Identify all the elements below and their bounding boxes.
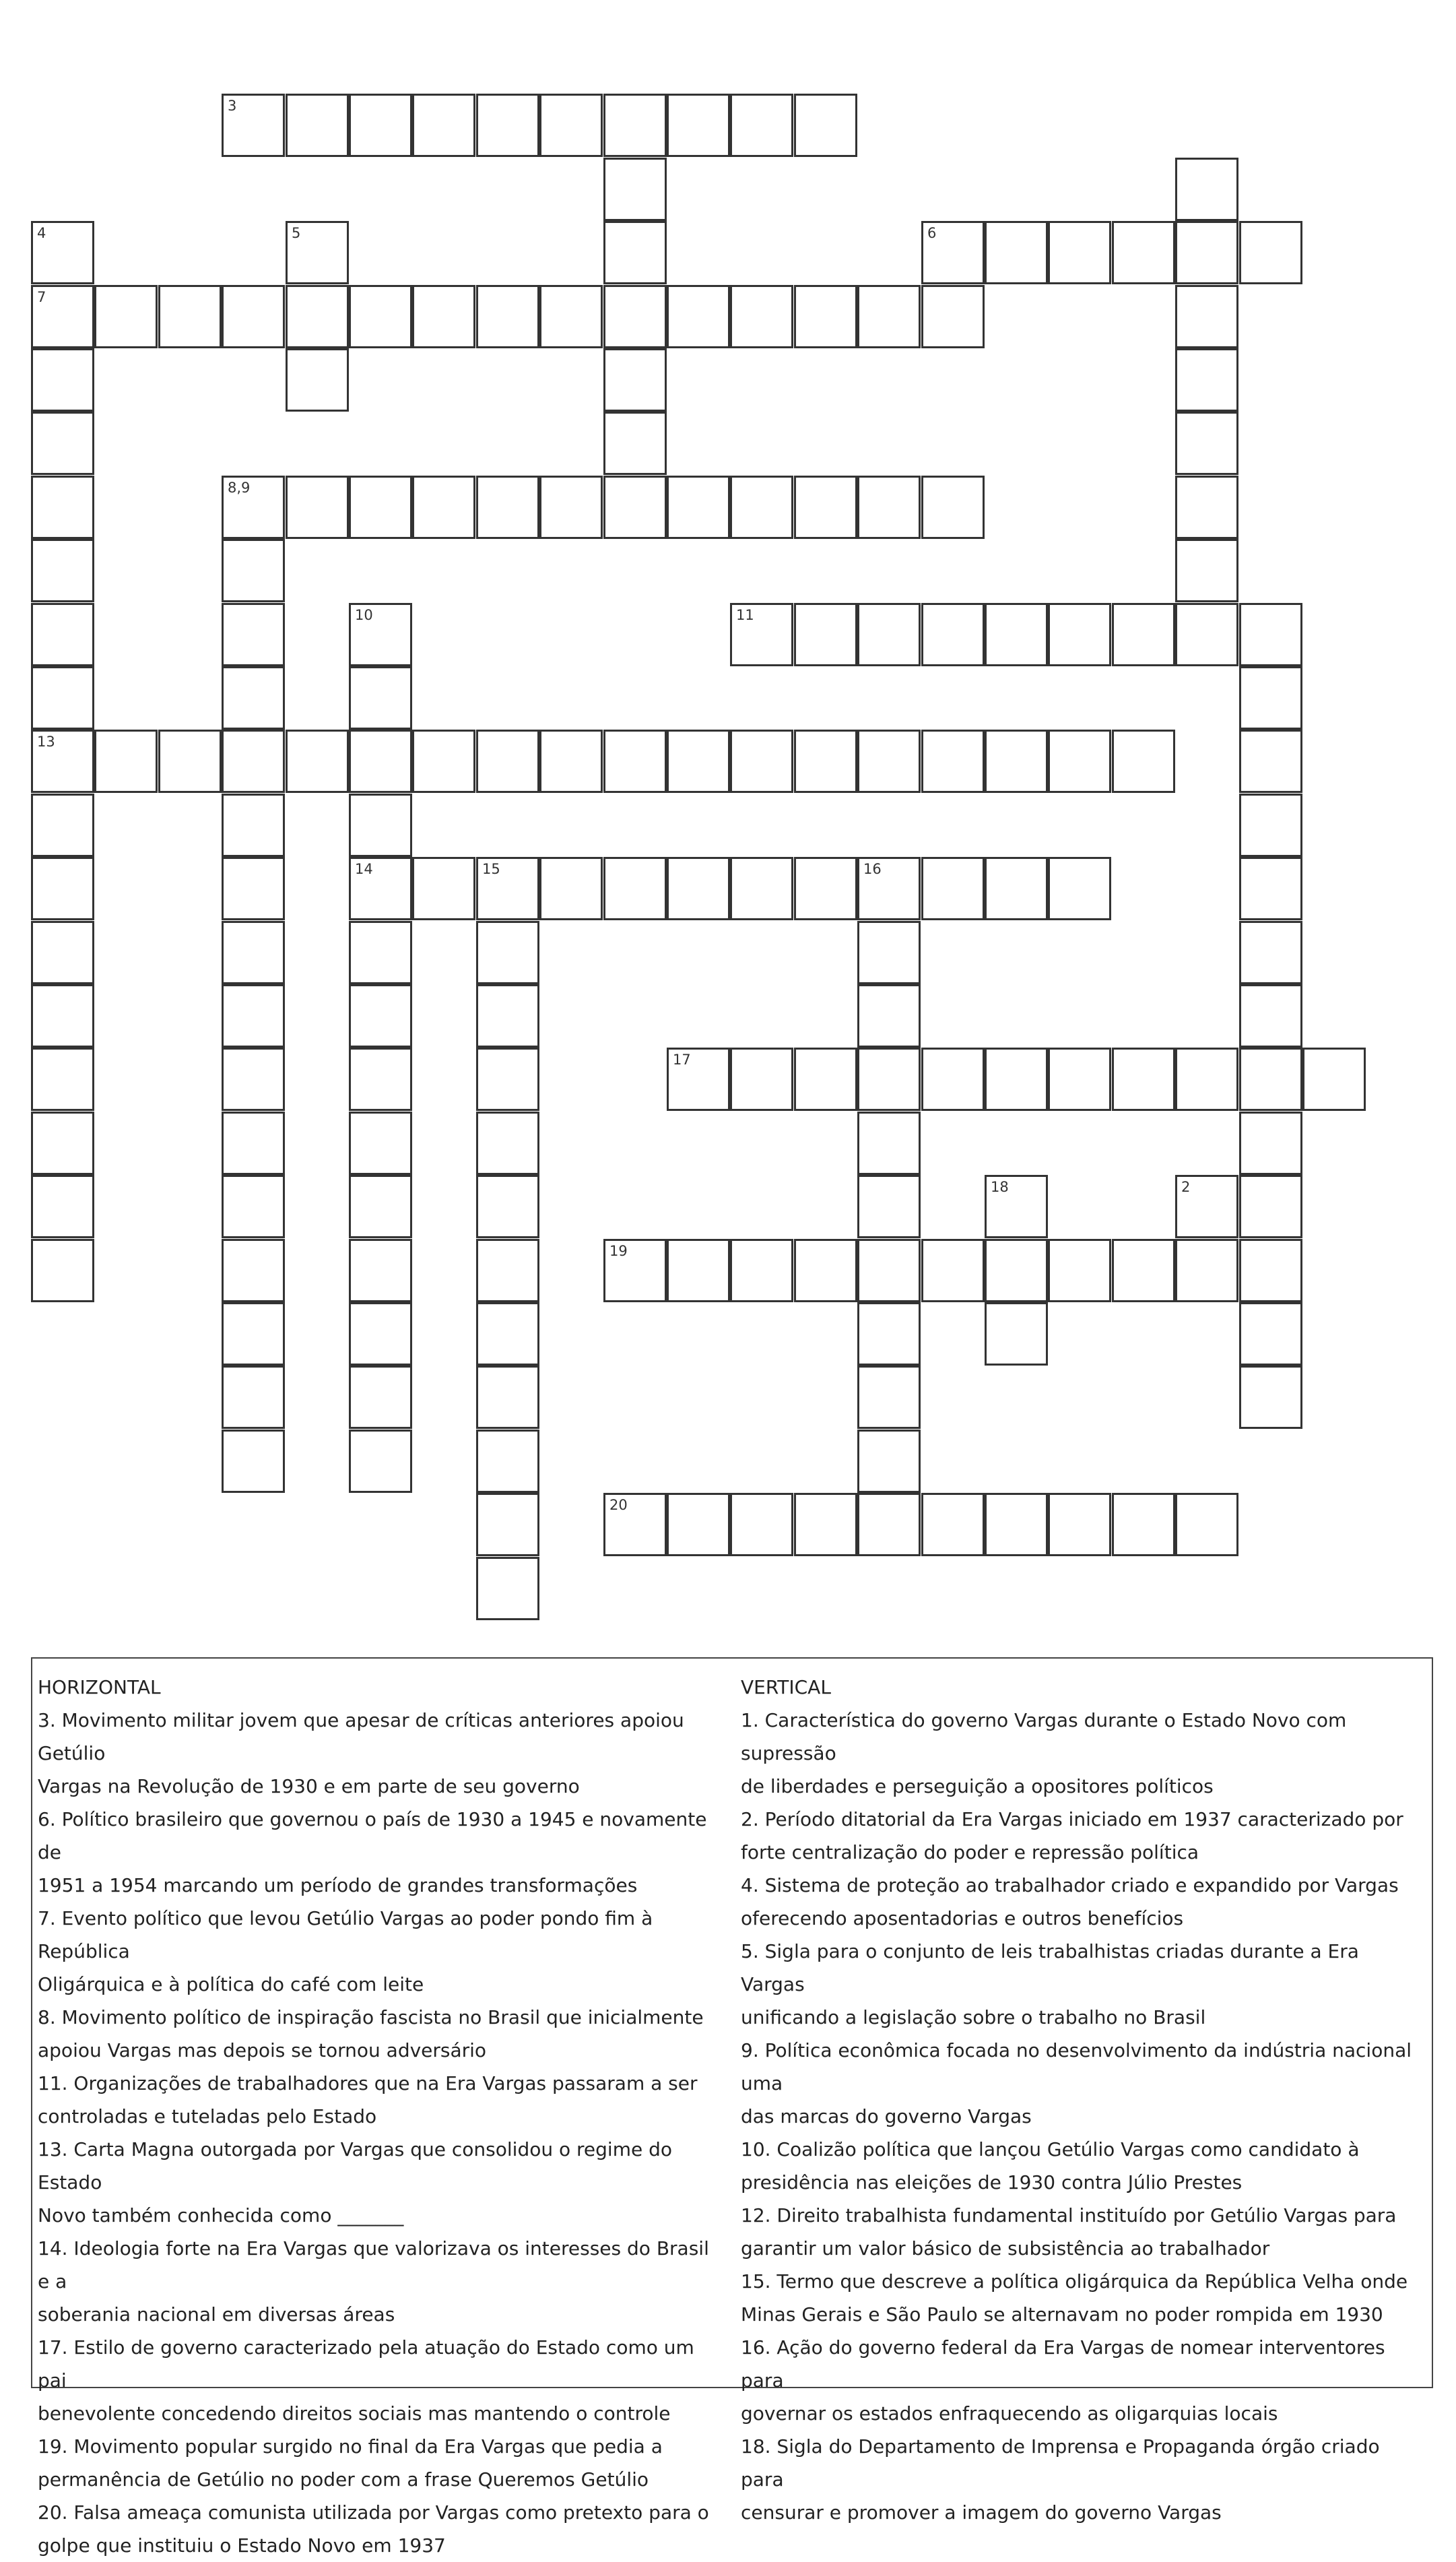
crossword-cell[interactable] xyxy=(921,1493,985,1556)
crossword-cell[interactable] xyxy=(222,984,285,1048)
clue-line: 9. Política econômica focada no desenvolvimento da indústria nacional uma xyxy=(741,2039,1412,2094)
crossword-cell[interactable] xyxy=(667,94,730,157)
crossword-cell[interactable] xyxy=(1239,603,1302,666)
crossword-cell[interactable] xyxy=(222,857,285,920)
crossword-cell[interactable] xyxy=(1239,1366,1302,1429)
crossword-cell[interactable] xyxy=(476,476,539,539)
clue-line: 15. Termo que descreve a política oligárquica da República Velha onde xyxy=(741,2270,1408,2293)
crossword-cell[interactable] xyxy=(985,730,1048,793)
crossword-cell[interactable] xyxy=(603,412,667,475)
clue-line: 11. Organizações de trabalhadores que na Era Vargas passaram a ser xyxy=(38,2072,698,2094)
crossword-cell[interactable] xyxy=(794,1493,857,1556)
clues-box xyxy=(31,1657,1433,2557)
crossword-cell[interactable] xyxy=(921,603,985,666)
crossword-cell[interactable] xyxy=(349,921,412,984)
crossword-cell[interactable] xyxy=(31,476,94,539)
crossword-cell[interactable] xyxy=(349,1430,412,1493)
crossword-cell[interactable] xyxy=(985,1493,1048,1556)
clue-line: apoiou Vargas mas depois se tornou adversário xyxy=(38,2039,487,2061)
crossword-cell[interactable] xyxy=(1048,603,1111,666)
crossword-cell[interactable] xyxy=(1048,730,1111,793)
crossword-cell[interactable] xyxy=(857,603,921,666)
clue-line: 13. Carta Magna outorgada por Vargas que consolidou o regime do Estado xyxy=(38,2138,673,2193)
crossword-cell[interactable] xyxy=(1175,412,1238,475)
crossword-cell[interactable] xyxy=(1239,730,1302,793)
crossword-cell[interactable] xyxy=(985,1048,1048,1111)
crossword-cell[interactable] xyxy=(857,476,921,539)
crossword-cell[interactable] xyxy=(667,857,730,920)
crossword-cell[interactable] xyxy=(730,603,793,666)
clue-line: 16. Ação do governo federal da Era Vargas de nomear interventores para xyxy=(741,2336,1385,2392)
crossword-cell[interactable] xyxy=(730,730,793,793)
crossword-cell[interactable] xyxy=(985,603,1048,666)
crossword-cell[interactable] xyxy=(603,857,667,920)
crossword-cell[interactable] xyxy=(1048,1239,1111,1302)
crossword-cell[interactable] xyxy=(349,1366,412,1429)
crossword-cell[interactable] xyxy=(921,285,985,348)
crossword-cell[interactable] xyxy=(349,1175,412,1238)
crossword-cell[interactable] xyxy=(1239,1175,1302,1238)
crossword-cell[interactable] xyxy=(985,1302,1048,1366)
crossword-cell[interactable] xyxy=(31,984,94,1048)
crossword-cell[interactable] xyxy=(1175,285,1238,348)
crossword-cell[interactable] xyxy=(31,221,94,284)
crossword-cell[interactable] xyxy=(94,285,158,348)
crossword-cell[interactable] xyxy=(286,94,349,157)
crossword-cell[interactable] xyxy=(222,730,285,793)
crossword-cell[interactable] xyxy=(412,476,475,539)
crossword-cell[interactable] xyxy=(857,857,921,920)
clue-line: garantir um valor básico de subsistência ao trabalhador xyxy=(741,2237,1270,2260)
crossword-cell[interactable] xyxy=(412,857,475,920)
clue-line: 14. Ideologia forte na Era Vargas que valorizava os interesses do Brasil e a xyxy=(38,2237,709,2293)
crossword-cell[interactable] xyxy=(794,1239,857,1302)
crossword-cell[interactable] xyxy=(667,285,730,348)
clue-line: 4. Sistema de proteção ao trabalhador criado e expandido por Vargas xyxy=(741,1874,1399,1896)
clue-line: unificando a legislação sobre o trabalho no Brasil xyxy=(741,2006,1206,2028)
clue-line: presidência nas eleições de 1930 contra Júlio Prestes xyxy=(741,2171,1243,2193)
clue-number: 14 xyxy=(355,861,373,877)
clue-number: 17 xyxy=(673,1052,691,1068)
clue-line: Oligárquica e à política do café com leite xyxy=(38,1973,424,1995)
horizontal-clues xyxy=(38,1671,718,2562)
crossword-cell[interactable] xyxy=(857,1175,921,1238)
crossword-cell[interactable] xyxy=(1048,1048,1111,1111)
clue-line: 12. Direito trabalhista fundamental instituído por Getúlio Vargas para xyxy=(741,2204,1397,2227)
clue-line: das marcas do governo Vargas xyxy=(741,2105,1032,2127)
crossword-cell[interactable] xyxy=(985,857,1048,920)
crossword-cell[interactable] xyxy=(921,1048,985,1111)
crossword-cell[interactable] xyxy=(539,857,603,920)
crossword-cell[interactable] xyxy=(1112,221,1175,284)
crossword-cell[interactable] xyxy=(730,1493,793,1556)
crossword-cell[interactable] xyxy=(985,221,1048,284)
clue-line: controladas e tuteladas pelo Estado xyxy=(38,2105,377,2127)
crossword-cell[interactable] xyxy=(730,1239,793,1302)
crossword-cell[interactable] xyxy=(857,1366,921,1429)
crossword-cell[interactable] xyxy=(476,857,539,920)
clue-number: 13 xyxy=(37,734,55,750)
crossword-cell[interactable] xyxy=(476,1366,539,1429)
crossword-cell[interactable] xyxy=(349,1112,412,1175)
clue-line: soberania nacional em diversas áreas xyxy=(38,2303,395,2326)
crossword-cell[interactable] xyxy=(349,666,412,730)
clue-line: Minas Gerais e São Paulo se alternavam no poder rompida em 1930 xyxy=(741,2303,1383,2326)
crossword-cell[interactable] xyxy=(1239,984,1302,1048)
clue-line: golpe que instituiu o Estado Novo em 1937 xyxy=(38,2534,446,2557)
crossword-cell[interactable] xyxy=(222,1048,285,1111)
vertical-clues xyxy=(741,1671,1421,2529)
crossword-cell[interactable] xyxy=(476,1112,539,1175)
crossword-cell[interactable] xyxy=(31,857,94,920)
clue-line: 7. Evento político que levou Getúlio Vargas ao poder pondo fim à República xyxy=(38,1907,653,1962)
crossword-cell[interactable] xyxy=(222,603,285,666)
crossword-cell[interactable] xyxy=(1302,1048,1366,1111)
crossword-cell[interactable] xyxy=(603,476,667,539)
crossword-cell[interactable] xyxy=(476,285,539,348)
crossword-cell[interactable] xyxy=(222,1175,285,1238)
crossword-cell[interactable] xyxy=(857,730,921,793)
crossword-cell[interactable] xyxy=(794,94,857,157)
clue-line: forte centralização do poder e repressão política xyxy=(741,1841,1199,1863)
crossword-cell[interactable] xyxy=(1175,1175,1238,1238)
clue-line: benevolente concedendo direitos sociais mas mantendo o controle xyxy=(38,2402,671,2425)
crossword-cell[interactable] xyxy=(1175,476,1238,539)
crossword-cell[interactable] xyxy=(1239,794,1302,857)
crossword-cell[interactable] xyxy=(1048,857,1111,920)
crossword-cell[interactable] xyxy=(31,794,94,857)
crossword-cell[interactable] xyxy=(1239,1302,1302,1366)
crossword-cell[interactable] xyxy=(794,857,857,920)
crossword-cell[interactable] xyxy=(794,476,857,539)
crossword-cell[interactable] xyxy=(921,857,985,920)
crossword-cell[interactable] xyxy=(286,348,349,412)
clue-line: 18. Sigla do Departamento de Imprensa e Propaganda órgão criado para xyxy=(741,2435,1380,2491)
clue-line: 20. Falsa ameaça comunista utilizada por Vargas como pretexto para o xyxy=(38,2501,709,2524)
crossword-cell[interactable] xyxy=(603,158,667,221)
crossword-cell[interactable] xyxy=(1112,1239,1175,1302)
crossword-cell[interactable] xyxy=(667,1493,730,1556)
crossword-cell[interactable] xyxy=(603,221,667,284)
crossword-cell[interactable] xyxy=(476,1430,539,1493)
crossword-cell[interactable] xyxy=(603,730,667,793)
clue-number: 18 xyxy=(991,1179,1009,1195)
crossword-cell[interactable] xyxy=(1175,1493,1238,1556)
crossword-cell[interactable] xyxy=(412,285,475,348)
crossword-cell[interactable] xyxy=(1112,730,1175,793)
crossword-cell[interactable] xyxy=(476,984,539,1048)
clue-line: 3. Movimento militar jovem que apesar de críticas anteriores apoiou Getúlio xyxy=(38,1709,684,1764)
crossword-cell[interactable] xyxy=(857,1239,921,1302)
crossword-cell[interactable] xyxy=(857,1048,921,1111)
crossword-cell[interactable] xyxy=(1175,221,1238,284)
crossword-cell[interactable] xyxy=(476,1239,539,1302)
crossword-cell[interactable] xyxy=(31,921,94,984)
crossword-cell[interactable] xyxy=(667,1048,730,1111)
crossword-cell[interactable] xyxy=(31,539,94,602)
clue-number: 15 xyxy=(482,861,500,877)
crossword-cell[interactable] xyxy=(1112,603,1175,666)
crossword-cell[interactable] xyxy=(349,794,412,857)
crossword-cell[interactable] xyxy=(539,730,603,793)
clue-number: 19 xyxy=(609,1243,628,1259)
crossword-cell[interactable] xyxy=(349,1302,412,1366)
crossword-cell[interactable] xyxy=(31,412,94,475)
crossword-cell[interactable] xyxy=(667,476,730,539)
crossword-cell[interactable] xyxy=(730,476,793,539)
crossword-cell[interactable] xyxy=(730,94,793,157)
crossword-cell[interactable] xyxy=(222,921,285,984)
crossword-cell[interactable] xyxy=(1239,1112,1302,1175)
crossword-cell[interactable] xyxy=(222,1366,285,1429)
clue-line: 6. Político brasileiro que governou o país de 1930 a 1945 e novamente de xyxy=(38,1808,707,1863)
clue-number: 5 xyxy=(292,225,301,241)
crossword-cell[interactable] xyxy=(1175,158,1238,221)
clue-line: de liberdades e perseguição a opositores políticos xyxy=(741,1775,1214,1797)
clue-line: 2. Período ditatorial da Era Vargas iniciado em 1937 caracterizado por xyxy=(741,1808,1403,1830)
crossword-cell[interactable] xyxy=(1239,1239,1302,1302)
clue-number: 3 xyxy=(228,98,237,114)
crossword-cell[interactable] xyxy=(1175,603,1238,666)
crossword-cell[interactable] xyxy=(286,476,349,539)
crossword-cell[interactable] xyxy=(1048,1493,1111,1556)
clue-number: 16 xyxy=(863,861,882,877)
crossword-cell[interactable] xyxy=(857,1112,921,1175)
crossword-cell[interactable] xyxy=(476,921,539,984)
crossword-cell[interactable] xyxy=(286,285,349,348)
crossword-cell[interactable] xyxy=(476,1557,539,1620)
crossword-cell[interactable] xyxy=(349,984,412,1048)
crossword-cell[interactable] xyxy=(857,285,921,348)
crossword-cell[interactable] xyxy=(1112,1493,1175,1556)
crossword-cell[interactable] xyxy=(730,857,793,920)
crossword-cell[interactable] xyxy=(921,1239,985,1302)
clue-line: 19. Movimento popular surgido no final da Era Vargas que pedia a xyxy=(38,2435,663,2458)
crossword-cell[interactable] xyxy=(349,1239,412,1302)
crossword-cell[interactable] xyxy=(1175,1048,1238,1111)
clue-number: 11 xyxy=(736,607,754,623)
crossword-cell[interactable] xyxy=(539,94,603,157)
crossword-cell[interactable] xyxy=(476,1302,539,1366)
crossword-cell[interactable] xyxy=(222,539,285,602)
crossword-cell[interactable] xyxy=(857,984,921,1048)
crossword-cell[interactable] xyxy=(31,666,94,730)
crossword-cell[interactable] xyxy=(667,1239,730,1302)
crossword-cell[interactable] xyxy=(794,285,857,348)
clue-line: 1. Característica do governo Vargas durante o Estado Novo com supressão xyxy=(741,1709,1347,1764)
crossword-cell[interactable] xyxy=(603,348,667,412)
crossword-cell[interactable] xyxy=(1112,1048,1175,1111)
crossword-cell[interactable] xyxy=(730,285,793,348)
crossword-cell[interactable] xyxy=(794,603,857,666)
crossword-cell[interactable] xyxy=(730,1048,793,1111)
crossword-cell[interactable] xyxy=(31,1048,94,1111)
crossword-cell[interactable] xyxy=(603,285,667,348)
crossword-cell[interactable] xyxy=(31,285,94,348)
vertical-heading: VERTICAL xyxy=(741,1676,831,1698)
crossword-cell[interactable] xyxy=(222,476,285,539)
crossword-cell[interactable] xyxy=(349,94,412,157)
crossword-cell[interactable] xyxy=(794,1048,857,1111)
crossword-cell[interactable] xyxy=(539,285,603,348)
crossword-cell[interactable] xyxy=(31,603,94,666)
clue-number: 4 xyxy=(37,225,46,241)
crossword-cell[interactable] xyxy=(921,730,985,793)
crossword-cell[interactable] xyxy=(349,476,412,539)
clue-line: governar os estados enfraquecendo as oligarquias locais xyxy=(741,2402,1278,2425)
crossword-cell[interactable] xyxy=(158,730,222,793)
clue-line: Vargas na Revolução de 1930 e em parte de seu governo xyxy=(38,1775,580,1797)
crossword-cell[interactable] xyxy=(158,285,222,348)
crossword-cell[interactable] xyxy=(857,1302,921,1366)
crossword-cell[interactable] xyxy=(222,794,285,857)
crossword-cell[interactable] xyxy=(349,285,412,348)
crossword-cell[interactable] xyxy=(1175,348,1238,412)
crossword-cell[interactable] xyxy=(1048,221,1111,284)
crossword-cell[interactable] xyxy=(94,730,158,793)
crossword-cell[interactable] xyxy=(539,476,603,539)
crossword-cell[interactable] xyxy=(1175,1239,1238,1302)
crossword-cell[interactable] xyxy=(349,603,412,666)
crossword-cell[interactable] xyxy=(222,1302,285,1366)
crossword-cell[interactable] xyxy=(667,730,730,793)
clue-line: 17. Estilo de governo caracterizado pela atuação do Estado como um pai xyxy=(38,2336,694,2392)
crossword-cell[interactable] xyxy=(603,1239,667,1302)
horizontal-heading: HORIZONTAL xyxy=(38,1676,161,1698)
crossword-cell[interactable] xyxy=(222,1430,285,1493)
crossword-cell[interactable] xyxy=(31,1112,94,1175)
crossword-cell[interactable] xyxy=(1239,921,1302,984)
crossword-cell[interactable] xyxy=(1239,666,1302,730)
crossword-cell[interactable] xyxy=(857,1430,921,1493)
crossword-cell[interactable] xyxy=(1239,857,1302,920)
crossword-cell[interactable] xyxy=(921,476,985,539)
crossword-cell[interactable] xyxy=(349,730,412,793)
crossword-cell[interactable] xyxy=(1239,221,1302,284)
crossword-cell[interactable] xyxy=(222,1239,285,1302)
clue-number: 8,9 xyxy=(228,480,251,496)
crossword-cell[interactable] xyxy=(857,1493,921,1556)
crossword-cell[interactable] xyxy=(794,730,857,793)
crossword-cell[interactable] xyxy=(985,1175,1048,1238)
clue-number: 10 xyxy=(355,607,373,623)
clue-number: 6 xyxy=(927,225,937,241)
clue-line: permanência de Getúlio no poder com a frase Queremos Getúlio xyxy=(38,2468,649,2491)
crossword-cell[interactable] xyxy=(31,1175,94,1238)
clue-number: 7 xyxy=(37,289,46,305)
crossword-cell[interactable] xyxy=(857,921,921,984)
clue-line: 5. Sigla para o conjunto de leis trabalhistas criadas durante a Era Vargas xyxy=(741,1940,1359,1995)
crossword-cell[interactable] xyxy=(222,1112,285,1175)
crossword-cell[interactable] xyxy=(31,348,94,412)
crossword-cell[interactable] xyxy=(31,1239,94,1302)
crossword-cell[interactable] xyxy=(286,730,349,793)
clue-line: censurar e promover a imagem do governo Vargas xyxy=(741,2501,1222,2524)
crossword-cell[interactable] xyxy=(476,1175,539,1238)
crossword-cell[interactable] xyxy=(1239,1048,1302,1111)
crossword-cell[interactable] xyxy=(222,666,285,730)
clue-line: oferecendo aposentadorias e outros benefícios xyxy=(741,1907,1184,1929)
crossword-cell[interactable] xyxy=(603,94,667,157)
crossword-cell[interactable] xyxy=(222,94,285,157)
crossword-cell[interactable] xyxy=(603,1493,667,1556)
crossword-cell[interactable] xyxy=(349,1048,412,1111)
crossword-cell[interactable] xyxy=(412,730,475,793)
clue-number: 2 xyxy=(1181,1179,1191,1195)
clue-number: 20 xyxy=(609,1497,628,1513)
crossword-cell[interactable] xyxy=(476,1493,539,1556)
clue-line: Novo também conhecida como _______ xyxy=(38,2204,404,2227)
crossword-cell[interactable] xyxy=(1175,539,1238,602)
crossword-cell[interactable] xyxy=(476,1048,539,1111)
crossword-cell[interactable] xyxy=(985,1239,1048,1302)
crossword-cell[interactable] xyxy=(921,221,985,284)
crossword-cell[interactable] xyxy=(476,94,539,157)
clue-line: 1951 a 1954 marcando um período de grandes transformações xyxy=(38,1874,638,1896)
crossword-cell[interactable] xyxy=(412,94,475,157)
clue-line: 8. Movimento político de inspiração fascista no Brasil que inicialmente xyxy=(38,2006,704,2028)
crossword-cell[interactable] xyxy=(476,730,539,793)
crossword-cell[interactable] xyxy=(222,285,285,348)
crossword-cell[interactable] xyxy=(349,857,412,920)
crossword-cell[interactable] xyxy=(31,730,94,793)
clue-line: 10. Coalizão política que lançou Getúlio Vargas como candidato à xyxy=(741,2138,1360,2160)
crossword-cell[interactable] xyxy=(286,221,349,284)
